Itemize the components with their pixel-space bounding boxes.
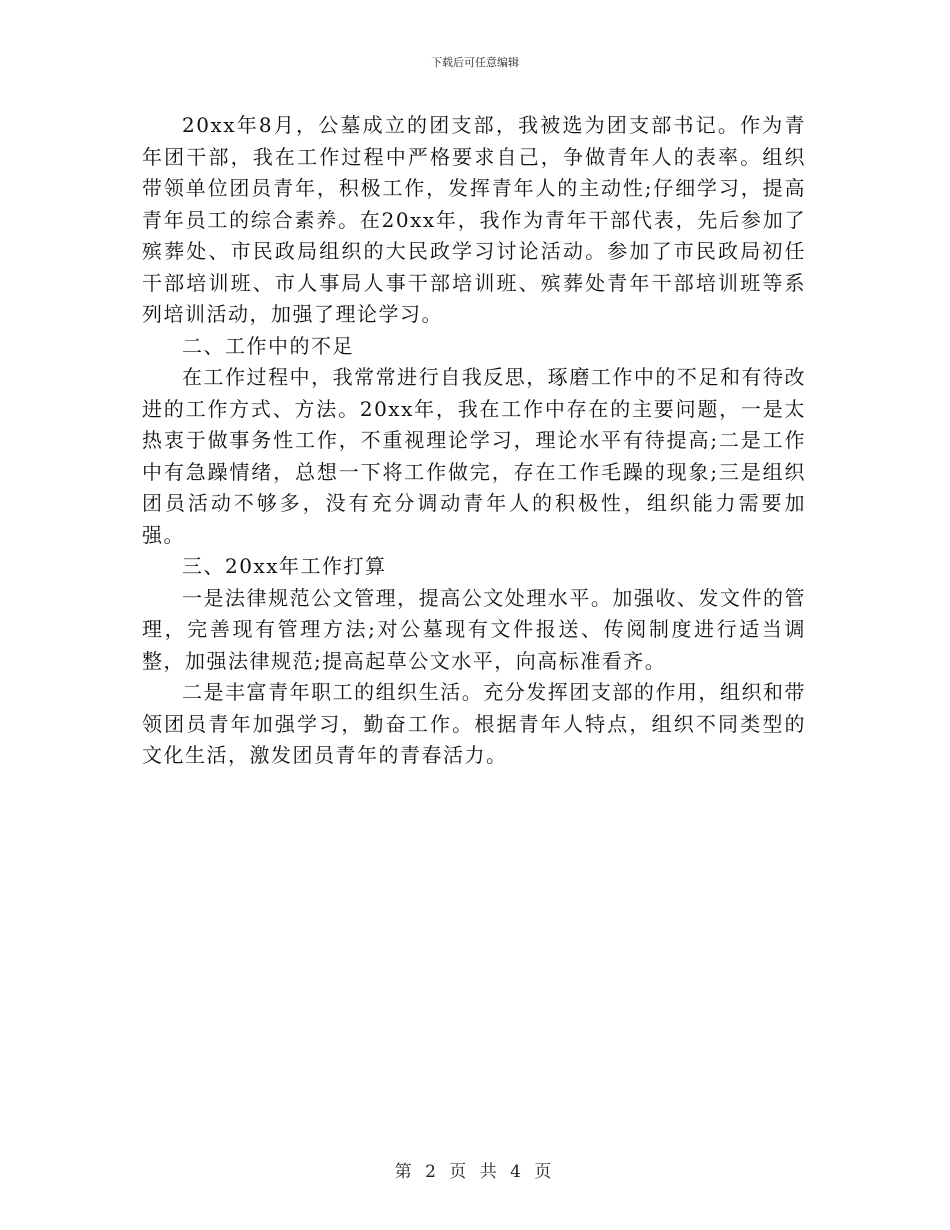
paragraph-plan-organization-life: 二是丰富青年职工的组织生活。充分发挥团支部的作用，组织和带领团员青年加强学习，勤奋工作。根据青年人特点，组织不同类型的文化生活，激发团员青年的青春活力。 [142, 680, 806, 767]
paragraph-work-summary: 20xx年8月，公墓成立的团支部，我被选为团支部书记。作为青年团干部，我在工作过程中严格要求自己，争做青年人的表率。组织带领单位团员青年，积极工作，发挥青年人的主动性;仔细学习，提高青年员工的综合素养。在20xx年，我作为青年干部代表，先后参加了殡葬处、市民政局组织的大民政学习讨论活动。参加了市民政局初任干部培训班、市人事局人事干部培训班、殡葬处青年干部培训班等系列培训活动，加强了理论学习。 [142, 113, 806, 326]
document-body [142, 110, 806, 772]
paragraph-shortcomings: 在工作过程中，我常常进行自我反思，琢磨工作中的不足和有待改进的工作方式、方法。20xx年，我在工作中存在的主要问题，一是太热衷于做事务性工作，不重视理论学习，理论水平有待提高;二是工作中有急躁情绪，总想一下将工作做完，存在工作毛躁的现象;三是组织团员活动不够多，没有充分调动青年人的积极性，组织能力需要加强。 [142, 365, 806, 547]
section-heading-work-plan: 三、20xx年工作打算 [182, 554, 387, 578]
paragraph-plan-document-management: 一是法律规范公文管理，提高公文处理水平。加强收、发文件的管理，完善现有管理方法;对公墓现有文件报送、传阅制度进行适当调整，加强法律规范;提高起草公文水平，向高标准看齐。 [142, 585, 806, 673]
section-heading-shortcomings: 二、工作中的不足 [182, 333, 354, 358]
header-note: 下载后可任意编辑 [431, 56, 519, 69]
page-number: 第 2 页 共 4 页 [394, 1162, 556, 1182]
